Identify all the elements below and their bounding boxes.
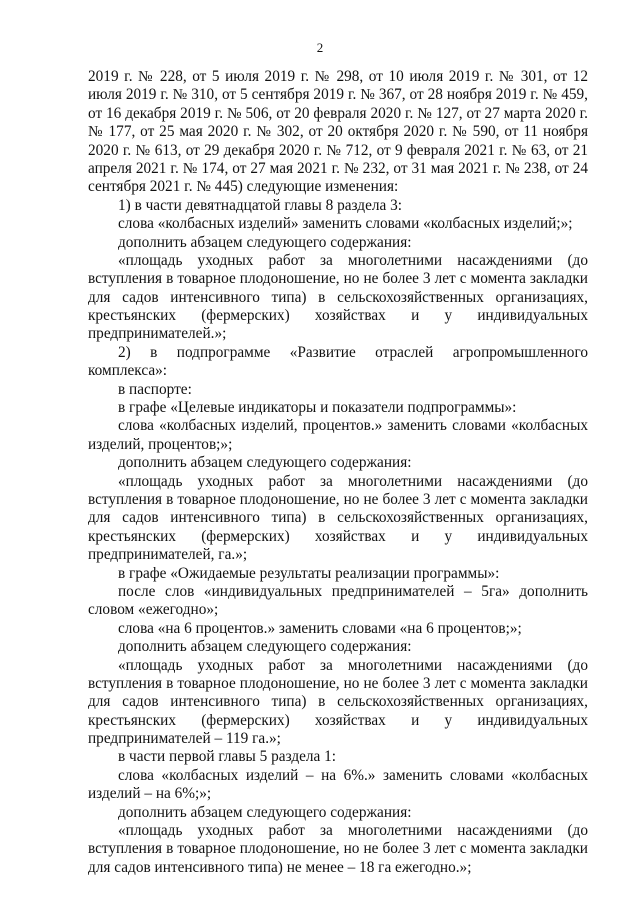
text-line: после слов «индивидуальных предпринимателей – 5га» дополнить bbox=[118, 582, 588, 600]
text-line: 2020 г. № 613, от 29 декабря 2020 г. № 712, от 9 февраля 2021 г. № 63, от 21 bbox=[88, 141, 588, 159]
text-line: словом «ежегодно»; bbox=[88, 601, 219, 619]
text-line: крестьянских (фермерских) хозяйствах и у индивидуальных bbox=[88, 307, 588, 325]
text-line: изделий, процентов;»; bbox=[88, 435, 233, 453]
text-line: крестьянских (фермерских) хозяйствах и у индивидуальных bbox=[88, 527, 588, 545]
text-line: «площадь уходных работ за многолетними насаждениями (до bbox=[118, 822, 588, 840]
text-line: слова «колбасных изделий» заменить словами «колбасных изделий;»; bbox=[118, 215, 573, 233]
text-line: слова «колбасных изделий – на 6%.» заменить словами «колбасных bbox=[118, 766, 588, 784]
text-line: в части первой главы 5 раздела 1: bbox=[118, 748, 337, 766]
text-line: «площадь уходных работ за многолетними насаждениями (до bbox=[118, 251, 588, 269]
text-line: дополнить абзацем следующего содержания: bbox=[118, 233, 412, 251]
text-line: для садов интенсивного типа) в сельскохозяйственных организациях, bbox=[88, 288, 588, 306]
text-line: в графе «Целевые индикаторы и показатели подпрограммы»: bbox=[118, 399, 517, 417]
text-line: июля 2019 г. № 310, от 5 сентября 2019 г. № 367, от 28 ноября 2019 г. № 459, bbox=[88, 86, 588, 104]
text-line: дополнить абзацем следующего содержания: bbox=[118, 454, 412, 472]
text-line: апреля 2021 г. № 174, от 27 мая 2021 г. № 232, от 31 мая 2021 г. № 238, от 24 bbox=[88, 159, 588, 177]
text-line: предпринимателей.»; bbox=[88, 325, 227, 343]
text-line: предпринимателей – 119 га.»; bbox=[88, 730, 281, 748]
text-line: дополнить абзацем следующего содержания: bbox=[118, 638, 412, 656]
text-line: 2019 г. № 228, от 5 июля 2019 г. № 298, от 10 июля 2019 г. № 301, от 12 bbox=[88, 68, 588, 85]
text-line: в паспорте: bbox=[118, 380, 192, 398]
text-line: изделий – на 6%;»; bbox=[88, 785, 212, 803]
text-line: слова «на 6 процентов.» заменить словами «на 6 процентов;»; bbox=[118, 619, 522, 637]
text-line: 2) в подпрограмме «Развитие отраслей агропромышленного bbox=[118, 343, 588, 361]
text-line: сентября 2021 г. № 445) следующие изменения: bbox=[88, 178, 399, 196]
text-line: 1) в части девятнадцатой главы 8 раздела 3: bbox=[118, 196, 403, 214]
text-line: вступления в товарное плодоношение, но не более 3 лет с момента закладки bbox=[88, 270, 588, 288]
document-body bbox=[88, 68, 588, 877]
text-line: для садов интенсивного типа) в сельскохозяйственных организациях, bbox=[88, 509, 588, 527]
text-line: для садов интенсивного типа) не менее – 18 га ежегодно.»; bbox=[88, 858, 472, 876]
text-line: «площадь уходных работ за многолетними насаждениями (до bbox=[118, 472, 588, 490]
text-line: крестьянских (фермерских) хозяйствах и у индивидуальных bbox=[88, 711, 588, 729]
text-line: «площадь уходных работ за многолетними насаждениями (до bbox=[118, 656, 588, 674]
page-number: 2 bbox=[316, 40, 324, 55]
text-line: слова «колбасных изделий, процентов.» заменить словами «колбасных bbox=[118, 417, 588, 435]
text-line: № 177, от 25 мая 2020 г. № 302, от 20 октября 2020 г. № 590, от 11 ноября bbox=[88, 123, 588, 141]
text-line: дополнить абзацем следующего содержания: bbox=[118, 803, 412, 821]
text-line: вступления в товарное плодоношение, но не более 3 лет с момента закладки bbox=[88, 674, 588, 692]
text-line: от 16 декабря 2019 г. № 506, от 20 февраля 2020 г. № 127, от 27 марта 2020 г. bbox=[88, 104, 588, 122]
text-line: для садов интенсивного типа) в сельскохозяйственных организациях, bbox=[88, 693, 588, 711]
text-line: вступления в товарное плодоношение, но не более 3 лет с момента закладки bbox=[88, 490, 588, 508]
text-line: комплекса»: bbox=[88, 362, 168, 380]
text-line: вступления в товарное плодоношение, но не более 3 лет с момента закладки bbox=[88, 840, 588, 858]
text-line: в графе «Ожидаемые результаты реализации программы»: bbox=[118, 564, 500, 582]
text-line: предпринимателей, га.»; bbox=[88, 546, 248, 564]
